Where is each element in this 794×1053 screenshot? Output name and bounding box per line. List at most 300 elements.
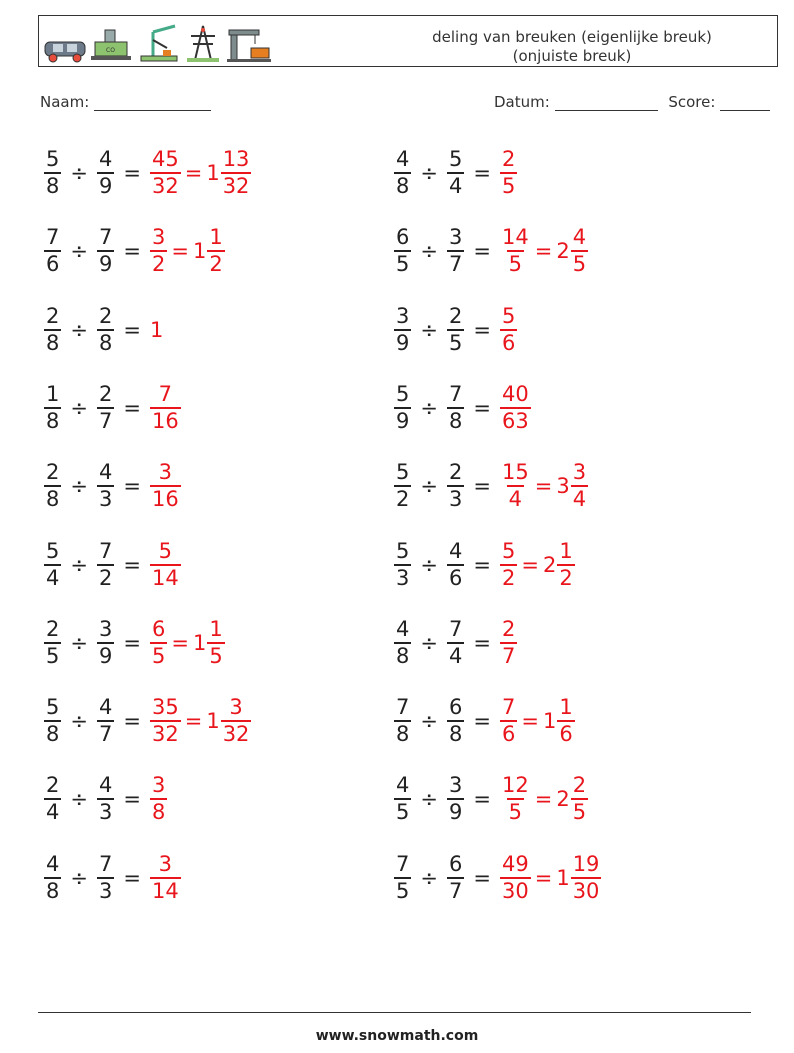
divide-sign: ÷: [70, 787, 88, 812]
fraction-b: [97, 225, 114, 277]
fraction-a-denominator: 8: [46, 722, 60, 747]
answer-fraction: [150, 460, 181, 512]
fraction-b: [97, 304, 114, 356]
fraction-b-numerator: 7: [98, 225, 113, 250]
equals-sign: =: [473, 630, 491, 655]
answer-fraction-denominator: 2: [151, 252, 166, 277]
divide-sign: ÷: [420, 395, 438, 420]
divide-sign: ÷: [70, 474, 88, 499]
mixed-fraction: [571, 773, 588, 825]
answer-fraction-denominator: 8: [151, 800, 166, 825]
fraction-b-numerator: 3: [448, 773, 463, 798]
equals-sign: =: [534, 787, 553, 812]
fraction-a-denominator: 8: [46, 174, 60, 198]
fraction-b-denominator: 8: [98, 330, 113, 355]
mixed-fraction: [571, 852, 602, 904]
fraction-b: [447, 304, 464, 356]
fraction-a-numerator: 4: [46, 851, 60, 876]
divide-sign: ÷: [70, 239, 88, 264]
equals-sign: =: [473, 865, 491, 890]
divide-sign: ÷: [420, 161, 438, 185]
mixed-fraction-numerator: 1: [559, 538, 573, 563]
fraction-a-numerator: 1: [46, 381, 60, 406]
problem-16: [394, 691, 575, 751]
mixed-whole: 1: [542, 709, 557, 734]
answer-fraction: [150, 617, 167, 669]
name-label: Naam:: [40, 93, 90, 111]
problem-20: [394, 848, 601, 908]
answer-fraction-numerator: 14: [501, 225, 529, 250]
divide-sign: ÷: [420, 474, 438, 499]
answer-fraction-numerator: 12: [501, 773, 529, 798]
fraction-a-numerator: 7: [46, 225, 60, 250]
mixed-fraction: [207, 225, 224, 277]
fraction-b: [447, 147, 464, 199]
fraction-a-numerator: 5: [396, 460, 410, 485]
divide-sign: ÷: [70, 395, 88, 420]
problem-19: [44, 848, 181, 908]
equals-sign: =: [521, 552, 539, 577]
answer-fraction: [150, 852, 181, 904]
fraction-a: [394, 852, 411, 904]
mixed-whole: 1: [192, 630, 207, 655]
mixed-fraction-numerator: 1: [209, 225, 223, 250]
mixed-fraction: [557, 539, 574, 591]
problem-2: [394, 143, 517, 203]
mixed-fraction-numerator: 4: [572, 225, 587, 250]
answer-fraction-numerator: 2: [501, 147, 516, 171]
problem-3: [44, 221, 225, 281]
answer-fraction-denominator: 32: [151, 174, 179, 198]
fraction-a: [394, 695, 411, 747]
answer-fraction-denominator: 14: [151, 565, 179, 590]
fraction-a-denominator: 5: [396, 252, 410, 277]
mixed-fraction: [221, 147, 252, 199]
fraction-b-denominator: 7: [448, 878, 463, 903]
fraction-a-denominator: 4: [46, 800, 60, 825]
equals-sign: =: [184, 161, 203, 185]
equals-sign: =: [123, 317, 141, 342]
fraction-b: [97, 460, 114, 512]
fraction-b-numerator: 5: [448, 147, 463, 171]
equals-sign: =: [473, 787, 491, 812]
problem-1: [44, 143, 251, 203]
answer-fraction: [500, 225, 531, 277]
answer-fraction-denominator: 5: [151, 643, 166, 668]
fraction-a: [394, 304, 411, 356]
answer-fraction-denominator: 63: [501, 408, 529, 433]
fraction-b-numerator: 6: [448, 695, 463, 720]
answer-fraction-denominator: 32: [151, 722, 179, 747]
answer-fraction-denominator: 4: [508, 487, 523, 512]
mixed-whole: 1: [206, 161, 220, 185]
answer-fraction-numerator: 3: [151, 773, 166, 798]
mixed-fraction-numerator: 19: [572, 851, 600, 876]
fraction-b-denominator: 9: [98, 174, 113, 198]
problem-12: [394, 535, 575, 595]
fraction-b: [447, 460, 464, 512]
score-blank[interactable]: [720, 96, 770, 111]
problem-4: [394, 221, 588, 281]
mixed-fraction-denominator: 4: [572, 487, 587, 512]
divide-sign: ÷: [420, 239, 438, 264]
fraction-b-denominator: 5: [448, 330, 463, 355]
mixed-whole: 1: [192, 239, 207, 264]
fraction-a-denominator: 5: [46, 643, 60, 668]
divide-sign: ÷: [420, 865, 438, 890]
answer-fraction-numerator: 15: [501, 460, 529, 485]
answer-fraction: [150, 225, 167, 277]
fraction-b: [447, 773, 464, 825]
fraction-a-denominator: 8: [46, 330, 60, 355]
mixed-fraction-denominator: 5: [572, 252, 587, 277]
problem-15: [44, 691, 251, 751]
equals-sign: =: [123, 474, 141, 499]
fraction-a-denominator: 5: [396, 878, 410, 903]
fraction-a-denominator: 5: [396, 800, 410, 825]
mixed-fraction-denominator: 6: [559, 722, 573, 747]
answer-fraction-numerator: 7: [158, 381, 173, 406]
equals-sign: =: [184, 709, 203, 734]
fraction-a-denominator: 8: [396, 643, 410, 668]
svg-text:CO: CO: [106, 47, 115, 54]
fraction-a: [44, 304, 61, 356]
fraction-a-numerator: 7: [396, 851, 410, 876]
fraction-b-numerator: 2: [98, 381, 113, 406]
fraction-b-denominator: 7: [98, 722, 113, 747]
worksheet-header: [38, 15, 778, 67]
fraction-a: [394, 539, 411, 591]
worksheet-title: [407, 28, 737, 66]
score-label: Score:: [668, 93, 716, 111]
answer-fraction: [500, 304, 517, 356]
fraction-a: [44, 852, 61, 904]
fraction-a-numerator: 7: [396, 695, 410, 720]
fraction-b-denominator: 4: [448, 643, 463, 668]
fraction-b-denominator: 7: [98, 408, 113, 433]
fraction-b-denominator: 3: [98, 878, 113, 903]
answer-fraction: [500, 147, 517, 199]
title-line-2: (onjuiste breuk): [512, 47, 632, 65]
answer-fraction: [500, 382, 531, 434]
fraction-b-numerator: 4: [98, 695, 113, 720]
fraction-b-denominator: 3: [98, 487, 113, 512]
divide-sign: ÷: [420, 317, 438, 342]
fraction-a: [394, 773, 411, 825]
fraction-b-numerator: 6: [448, 851, 463, 876]
equals-sign: =: [473, 317, 491, 342]
problem-7: [44, 378, 181, 438]
mixed-fraction-denominator: 2: [559, 565, 573, 590]
fraction-a-denominator: 9: [396, 330, 410, 355]
fraction-b-denominator: 9: [98, 252, 113, 277]
fraction-b: [447, 617, 464, 669]
answer-fraction-numerator: 3: [151, 225, 166, 250]
power-tower-icon: [187, 26, 219, 62]
mixed-fraction-denominator: 2: [209, 252, 223, 277]
problem-5: [44, 300, 163, 360]
answer-fraction-denominator: 16: [151, 408, 179, 433]
equals-sign: =: [123, 239, 141, 264]
fraction-b: [97, 852, 114, 904]
mixed-fraction-denominator: 5: [209, 643, 223, 668]
equals-sign: =: [123, 709, 141, 734]
fraction-b-numerator: 7: [448, 616, 463, 641]
fraction-b-numerator: 7: [98, 851, 113, 876]
fraction-b-numerator: 4: [98, 460, 113, 485]
fraction-a: [44, 695, 61, 747]
fraction-a-denominator: 8: [396, 174, 410, 198]
problem-13: [44, 613, 225, 673]
fraction-a: [44, 539, 61, 591]
fraction-a: [394, 617, 411, 669]
fraction-b: [447, 852, 464, 904]
mixed-fraction-numerator: 13: [222, 147, 250, 171]
equals-sign: =: [473, 552, 491, 577]
divide-sign: ÷: [70, 161, 88, 185]
fraction-b: [97, 695, 114, 747]
answer-fraction: [500, 695, 517, 747]
fraction-a-numerator: 4: [396, 773, 410, 798]
fraction-a-numerator: 2: [46, 303, 60, 328]
answer-fraction-denominator: 5: [508, 252, 523, 277]
answer-fraction: [150, 382, 181, 434]
fraction-b: [447, 382, 464, 434]
fraction-a-numerator: 2: [46, 616, 60, 641]
fraction-a: [394, 147, 411, 199]
name-blank[interactable]: [94, 96, 211, 111]
fraction-b-denominator: 4: [448, 174, 463, 198]
divide-sign: ÷: [420, 787, 438, 812]
equals-sign: =: [534, 239, 553, 264]
fraction-b-denominator: 3: [98, 800, 113, 825]
divide-sign: ÷: [70, 630, 88, 655]
header-icons: [43, 22, 273, 64]
equals-sign: =: [123, 787, 141, 812]
fraction-b-numerator: 4: [98, 147, 113, 171]
answer-fraction-numerator: 40: [501, 381, 529, 406]
problem-14: [394, 613, 517, 673]
fraction-a-numerator: 2: [46, 773, 60, 798]
answer-fraction: [500, 460, 531, 512]
date-score-fields: [494, 93, 770, 111]
fraction-b-denominator: 8: [448, 722, 463, 747]
equals-sign: =: [123, 552, 141, 577]
fraction-b-numerator: 4: [448, 538, 463, 563]
mixed-whole: 1: [206, 709, 220, 734]
mixed-whole: 2: [556, 787, 570, 812]
fraction-a: [394, 225, 411, 277]
fraction-b-numerator: 7: [448, 381, 463, 406]
mixed-whole: 2: [542, 552, 557, 577]
problem-18: [394, 769, 588, 829]
fraction-b-numerator: 3: [98, 616, 113, 641]
answer-fraction-denominator: 6: [501, 330, 516, 355]
fraction-a-numerator: 5: [46, 538, 60, 563]
fraction-b-numerator: 7: [98, 538, 113, 563]
mixed-fraction: [571, 225, 588, 277]
fraction-a-denominator: 8: [396, 722, 410, 747]
divide-sign: ÷: [420, 709, 438, 734]
equals-sign: =: [123, 161, 141, 185]
divide-sign: ÷: [70, 317, 88, 342]
equals-sign: =: [171, 630, 189, 655]
fraction-a-numerator: 5: [46, 695, 60, 720]
fraction-b: [97, 382, 114, 434]
fraction-a-numerator: 2: [46, 460, 60, 485]
fraction-b-denominator: 2: [98, 565, 113, 590]
problem-9: [44, 456, 181, 516]
equals-sign: =: [123, 395, 141, 420]
divide-sign: ÷: [70, 865, 88, 890]
fraction-b: [97, 147, 114, 199]
fraction-b-numerator: 3: [448, 225, 463, 250]
fraction-b-denominator: 9: [98, 643, 113, 668]
fraction-a-numerator: 3: [396, 303, 410, 328]
answer-fraction-numerator: 35: [151, 695, 179, 720]
mixed-fraction-denominator: 5: [572, 800, 587, 825]
mixed-fraction-numerator: 2: [572, 773, 587, 798]
problem-6: [394, 300, 517, 360]
fraction-b-denominator: 8: [448, 408, 463, 433]
fraction-a: [44, 382, 61, 434]
answer-fraction-numerator: 7: [501, 695, 516, 720]
fraction-a-denominator: 2: [396, 487, 410, 512]
fraction-a: [44, 773, 61, 825]
answer-fraction: [150, 773, 167, 825]
answer-fraction-numerator: 3: [158, 851, 173, 876]
mixed-fraction: [571, 460, 588, 512]
fraction-a-numerator: 4: [396, 616, 410, 641]
answer-fraction-numerator: 5: [501, 538, 516, 563]
answer-fraction-denominator: 16: [151, 487, 179, 512]
fraction-a: [44, 225, 61, 277]
equals-sign: =: [123, 865, 141, 890]
equals-sign: =: [473, 161, 491, 185]
fraction-a-numerator: 5: [396, 381, 410, 406]
mixed-fraction-denominator: 30: [572, 878, 600, 903]
mixed-whole: 2: [556, 239, 570, 264]
answer-fraction-denominator: 14: [151, 878, 179, 903]
fraction-b: [447, 539, 464, 591]
problem-17: [44, 769, 167, 829]
footer-divider: [38, 1012, 751, 1013]
equals-sign: =: [473, 474, 491, 499]
answer-whole: 1: [149, 317, 164, 342]
answer-fraction: [150, 695, 181, 747]
equals-sign: =: [534, 474, 553, 499]
fraction-b-denominator: 6: [448, 565, 463, 590]
answer-fraction-denominator: 5: [508, 800, 523, 825]
fraction-a: [44, 460, 61, 512]
divide-sign: ÷: [70, 552, 88, 577]
date-blank[interactable]: [555, 96, 658, 111]
fraction-a-denominator: 8: [46, 878, 60, 903]
answer-fraction-numerator: 5: [501, 303, 516, 328]
answer-fraction-numerator: 6: [151, 616, 166, 641]
mixed-whole: 1: [556, 865, 570, 890]
fraction-a-numerator: 5: [396, 538, 410, 563]
fraction-a-denominator: 3: [396, 565, 410, 590]
fraction-a: [44, 147, 61, 199]
fraction-b: [97, 773, 114, 825]
fraction-b-numerator: 2: [98, 303, 113, 328]
mixed-fraction-denominator: 32: [222, 722, 250, 747]
mixed-fraction-numerator: 3: [572, 460, 587, 485]
fraction-b-denominator: 3: [448, 487, 463, 512]
fraction-a-numerator: 5: [46, 147, 60, 171]
answer-fraction-numerator: 49: [501, 851, 529, 876]
fraction-a-numerator: 4: [396, 147, 410, 171]
mixed-fraction-numerator: 1: [209, 616, 223, 641]
fraction-b: [97, 539, 114, 591]
crane-icon: [141, 26, 177, 61]
divide-sign: ÷: [420, 552, 438, 577]
mixed-whole: 3: [556, 474, 570, 499]
answer-fraction-numerator: 5: [158, 538, 173, 563]
footer-url: www.snowmath.com: [315, 1028, 479, 1044]
fraction-b: [447, 695, 464, 747]
mixed-fraction-numerator: 1: [559, 695, 573, 720]
answer-fraction: [150, 539, 181, 591]
fraction-b-denominator: 9: [448, 800, 463, 825]
problem-8: [394, 378, 531, 438]
equals-sign: =: [473, 709, 491, 734]
fraction-a-denominator: 8: [46, 487, 60, 512]
problem-11: [44, 535, 181, 595]
title-line-1: deling van breuken (eigenlijke breuk): [432, 28, 712, 46]
answer-fraction-numerator: 45: [151, 147, 179, 171]
equals-sign: =: [473, 395, 491, 420]
name-field: [40, 93, 211, 111]
fraction-a: [394, 382, 411, 434]
answer-fraction-denominator: 5: [501, 174, 516, 198]
answer-fraction: [150, 147, 181, 199]
fraction-b-numerator: 2: [448, 303, 463, 328]
fraction-b: [97, 617, 114, 669]
mixed-fraction-numerator: 3: [229, 695, 243, 720]
mixed-fraction-denominator: 32: [222, 174, 250, 198]
fraction-a-denominator: 8: [46, 408, 60, 433]
answer-fraction: [500, 773, 531, 825]
fraction-b-numerator: 4: [98, 773, 113, 798]
answer-fraction-denominator: 6: [501, 722, 516, 747]
fraction-b-numerator: 2: [448, 460, 463, 485]
fraction-a-denominator: 9: [396, 408, 410, 433]
equals-sign: =: [123, 630, 141, 655]
fraction-b-denominator: 7: [448, 252, 463, 277]
equals-sign: =: [534, 865, 553, 890]
answer-fraction-numerator: 2: [501, 616, 516, 641]
fraction-b: [447, 225, 464, 277]
fraction-a: [394, 460, 411, 512]
equals-sign: =: [521, 709, 539, 734]
answer-fraction-denominator: 30: [501, 878, 529, 903]
answer-fraction-denominator: 7: [501, 643, 516, 668]
divide-sign: ÷: [420, 630, 438, 655]
fraction-a-denominator: 4: [46, 565, 60, 590]
answer-fraction: [500, 852, 531, 904]
harbor-crane-icon: [227, 30, 271, 62]
divide-sign: ÷: [70, 709, 88, 734]
answer-fraction-denominator: 2: [501, 565, 516, 590]
mixed-fraction: [207, 617, 224, 669]
fraction-a-numerator: 6: [396, 225, 410, 250]
train-tank-icon: [45, 42, 85, 62]
equals-sign: =: [171, 239, 189, 264]
machine-icon: [91, 30, 131, 60]
answer-fraction-numerator: 3: [158, 460, 173, 485]
